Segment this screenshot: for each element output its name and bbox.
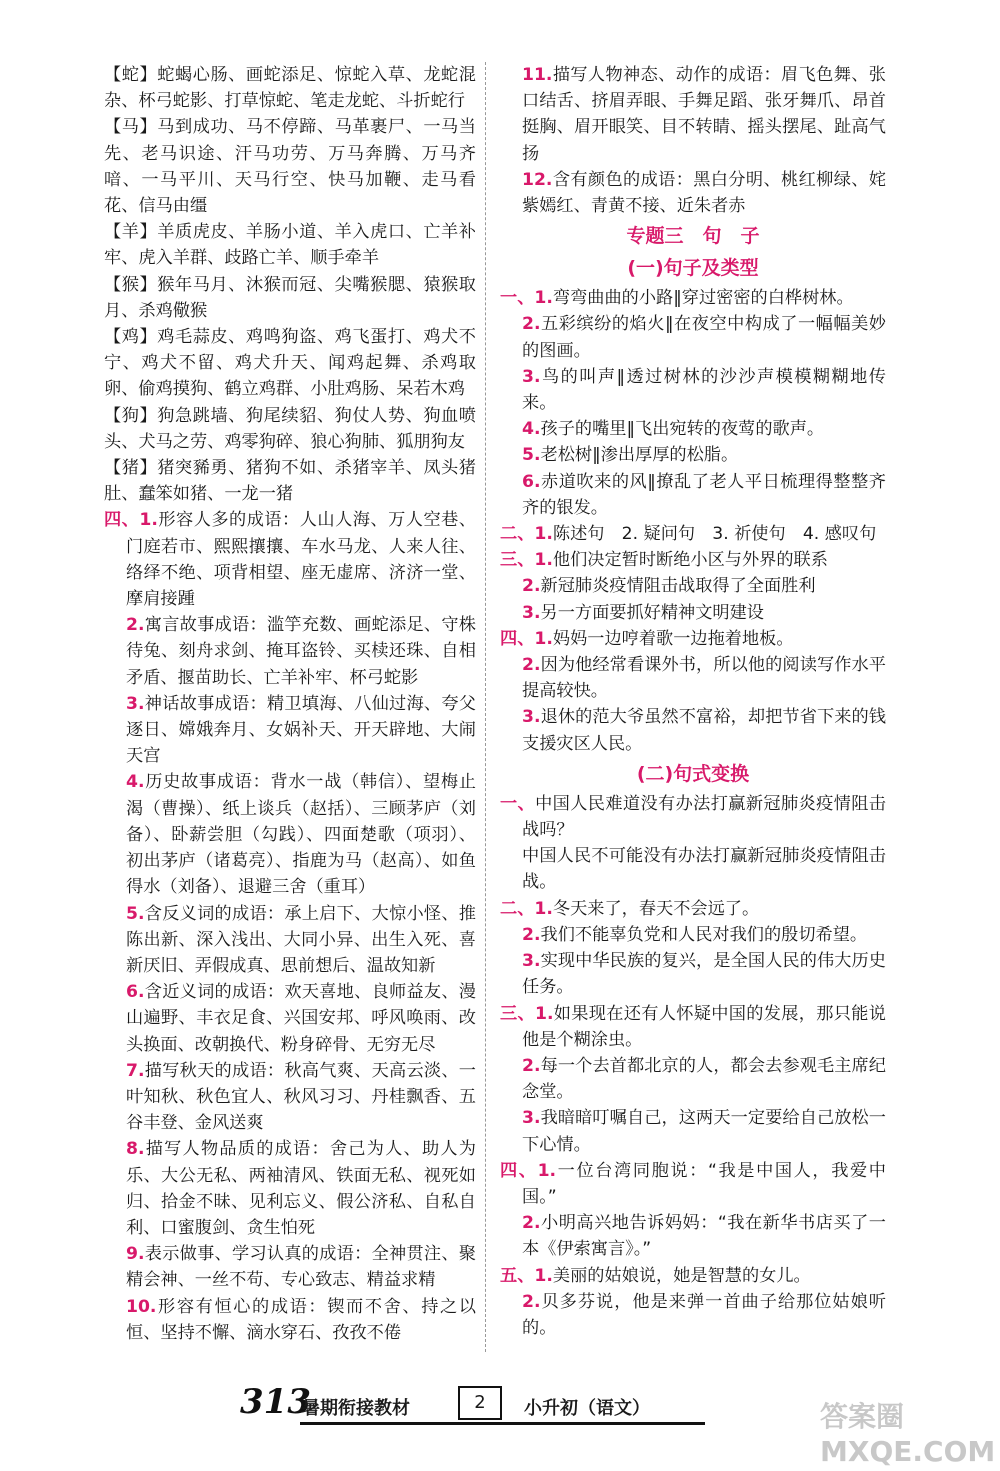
item-text: 一位台湾同胞说：“我是中国人，我爱中国。” — [522, 1160, 886, 1207]
sentence-answer — [500, 948, 886, 1000]
section-marker: 二、 — [500, 524, 535, 545]
section-marker: 四、 — [500, 1160, 538, 1181]
right-column — [500, 62, 886, 1341]
item-text: 因为他经常看课外书，所以他的阅读写作水平提高较快。 — [522, 655, 886, 702]
item-number: 11. — [522, 65, 553, 85]
footer-rule — [300, 1422, 705, 1425]
item-number: 2. — [522, 1055, 541, 1076]
item-number: 3. — [522, 1108, 541, 1129]
item-number: 6. — [126, 982, 145, 1003]
section-marker: 五、 — [500, 1265, 535, 1286]
sentence-answer — [500, 469, 886, 521]
item-number: 2. — [126, 615, 145, 636]
sentence-answer — [500, 1289, 886, 1341]
sentence-answer — [500, 1053, 886, 1105]
item-number: 2. — [522, 1291, 541, 1312]
sentence-answer — [500, 311, 886, 363]
idiom-item — [104, 1058, 476, 1137]
item-text: 妈妈一边哼着歌一边拖着地板。 — [552, 628, 794, 649]
item-text: 寓言故事成语：滥竽充数、画蛇添足、守株待兔、刻舟求剑、掩耳盗铃、买椟还珠、自相矛盾、揠苗助长、亡羊补牢、杯弓蛇影 — [126, 615, 476, 688]
item-text: 中国人民难道没有办法打赢新冠肺炎疫情阻击战吗？ — [522, 793, 886, 841]
zodiac-idiom-group: 【猪】猪突豨勇、猪狗不如、杀猪宰羊、凤头猪肚、蠢笨如猪、一龙一猪 — [104, 458, 476, 505]
sub-heading-1: (一)句子及类型 — [627, 257, 759, 280]
item-text: 我暗暗叮嘱自己，这两天一定要给自己放松一下心情。 — [522, 1108, 886, 1155]
section-marker: 一、 — [500, 288, 535, 309]
item-number: 12. — [522, 169, 553, 190]
item-text: 贝多芬说，他是来弹一首曲子给那位姑娘听的。 — [522, 1291, 886, 1338]
sentence-answer — [500, 1210, 886, 1262]
item-number: 3. — [126, 693, 145, 714]
item-text: 新冠肺炎疫情阻击战取得了全面胜利 — [540, 576, 816, 597]
item-number: 1. — [537, 1160, 557, 1181]
sentence-answer — [500, 791, 886, 843]
sentence-answer — [500, 1263, 886, 1289]
item-number: 1. — [139, 510, 158, 531]
sentence-answer — [500, 1001, 886, 1053]
section-marker: 三、 — [500, 550, 535, 571]
zodiac-idiom-group: 【狗】狗急跳墙、狗尾续貂、狗仗人势、狗血喷头、犬马之劳、鸡零狗碎、狼心狗肺、狐朋狗友 — [104, 405, 476, 452]
item-number: 1. — [534, 898, 553, 919]
item-text: 神话故事成语：精卫填海、八仙过海、夸父逐日、嫦娥奔月、女娲补天、开天辟地、大闹天宫 — [126, 693, 476, 767]
left-column — [104, 62, 476, 1346]
sentence-answer — [500, 1158, 886, 1210]
item-number: 6. — [522, 471, 541, 492]
section-marker: 二、 — [500, 898, 535, 919]
page-footer — [240, 1382, 710, 1428]
item-text: 形容有恒心的成语：锲而不舍、持之以恒、坚持不懈、滴水穿石、孜孜不倦 — [126, 1296, 476, 1343]
item-text: 描写秋天的成语：秋高气爽、天高云淡、一叶知秋、秋色宜人、秋风习习、丹桂飘香、五谷丰登、金风送爽 — [126, 1060, 476, 1134]
item-text: 描写人物品质的成语：舍己为人、助人为乐、大公无私、两袖清风、铁面无私、视死如归、拾金不昧、见利忘义、假公济私、自私自利、口蜜腹剑、贪生怕死 — [126, 1139, 476, 1238]
item-number: 5. — [126, 903, 145, 924]
item-text: 小明高兴地告诉妈妈：“我在新华书店买了一本《伊索寓言》。” — [522, 1213, 886, 1260]
item-text: 陈述句 2. 疑问句 3. 祈使句 4. 感叹句 — [552, 524, 877, 545]
sentence-answer — [500, 442, 886, 468]
section-marker: 三、 — [500, 1003, 535, 1024]
sentence-answer — [500, 922, 886, 948]
sentence-answer — [500, 652, 886, 704]
item-text: 弯弯曲曲的小路‖穿过密密的白桦树林。 — [552, 288, 854, 309]
item-text: 含反义词的成语：承上启下、大惊小怪、推陈出新、深入浅出、大同小异、出生入死、喜新厌旧、弄假成真、思前想后、温故知新 — [126, 903, 476, 976]
sentence-answer — [500, 896, 886, 922]
sentence-answer — [500, 626, 886, 652]
watermark: 答案圈 MXQE.COM — [820, 1400, 996, 1468]
idiom-item — [104, 507, 476, 612]
item-text: 老松树‖渗出厚厚的松脂。 — [540, 445, 739, 466]
item-number: 1. — [535, 1003, 554, 1024]
item-text: 五彩缤纷的焰火‖在夜空中构成了一幅幅美妙的图画。 — [522, 314, 886, 361]
item-number: 4. — [522, 419, 541, 440]
idiom-item — [104, 1241, 476, 1293]
item-number: 1. — [534, 628, 553, 649]
item-number: 4. — [126, 772, 145, 793]
sentence-answer — [500, 547, 886, 573]
topic-heading: 专题三 句 子 — [626, 225, 760, 248]
zodiac-idiom-group: 【鸡】鸡毛蒜皮、鸡鸣狗盗、鸡飞蛋打、鸡犬不宁、鸡犬不留、鸡犬升天、闻鸡起舞、杀鸡取卵、偷鸡摸狗、鹤立鸡群、小肚鸡肠、呆若木鸡 — [104, 327, 476, 400]
item-text: 实现中华民族的复兴，是全国人民的伟大历史任务。 — [522, 951, 886, 998]
item-number: 2. — [522, 655, 541, 676]
item-number: 3. — [522, 366, 541, 387]
item-text: 历史故事成语：背水一战（韩信）、望梅止渴（曹操）、纸上谈兵（赵括）、三顾茅庐（刘备）、卧薪尝胆（勾践）、四面楚歌（项羽）、初出茅庐（诸葛亮）、指鹿为马（赵高）、如鱼得水（刘备）、退避三舍（重耳） — [126, 772, 476, 898]
sentence-answer — [500, 521, 886, 547]
item-text: 如果现在还有人怀疑中国的发展，那只能说他是个糊涂虫。 — [522, 1003, 886, 1050]
item-text: 赤道吹来的风‖撩乱了老人平日梳理得整整齐齐的银发。 — [522, 471, 886, 518]
item-text: 我们不能辜负党和人民对我们的殷切希望。 — [540, 924, 868, 945]
item-text: 另一方面要抓好精神文明建设 — [540, 602, 764, 623]
idiom-item — [104, 1136, 476, 1241]
item-number: 3. — [522, 951, 541, 972]
item-number: 1. — [534, 1265, 553, 1286]
column-divider — [485, 62, 486, 1352]
item-text: 表示做事、学习认真的成语：全神贯注、聚精会神、一丝不苟、专心致志、精益求精 — [126, 1244, 476, 1291]
sentence-answer — [500, 600, 886, 626]
item-number: 9. — [126, 1244, 145, 1265]
idiom-item — [104, 1294, 476, 1346]
item-number: 2. — [522, 1213, 541, 1234]
item-number: 2. — [522, 924, 541, 945]
idiom-item — [500, 62, 886, 167]
sentence-answer — [500, 416, 886, 442]
sentence-answer — [500, 285, 886, 311]
item-text: 他们决定暂时断绝小区与外界的联系 — [552, 550, 828, 571]
item-number: 3. — [522, 707, 541, 728]
item-text: 每一个去首都北京的人，都会去参观毛主席纪念堂。 — [522, 1055, 886, 1103]
item-text: 中国人民不可能没有办法打赢新冠肺炎疫情阻击战。 — [522, 846, 886, 893]
zodiac-idiom-group: 【马】马到成功、马不停蹄、马革裹尸、一马当先、老马识途、汗马功劳、万马奔腾、万马齐喑、一马平川、天马行空、快马加鞭、走马看花、信马由缰 — [104, 117, 476, 217]
sentence-answer — [500, 1105, 886, 1157]
footer-subject: 小升初（语文） — [524, 1398, 650, 1419]
item-text: 含有颜色的成语：黑白分明、桃红柳绿、姹紫嫣红、青黄不接、近朱者赤 — [522, 169, 886, 217]
sub-heading-2: (二)句式变换 — [636, 762, 750, 785]
item-number: 7. — [126, 1060, 145, 1081]
item-text: 冬天来了，春天不会远了。 — [552, 898, 760, 919]
item-number: 1. — [534, 288, 553, 309]
item-number: 10. — [126, 1296, 157, 1317]
item-text: 描写人物神态、动作的成语：眉飞色舞、张口结舌、挤眉弄眼、手舞足蹈、张牙舞爪、昂首挺胸、眉开眼笑、目不转睛、摇头摆尾、趾高气扬 — [522, 65, 886, 164]
section-marker: 四、 — [104, 510, 140, 531]
footer-brand: 暑期衔接教材 — [302, 1398, 410, 1419]
page-number: 2 — [458, 1386, 502, 1420]
zodiac-idiom-group: 【猴】猴年马月、沐猴而冠、尖嘴猴腮、猿猴取月、杀鸡儆猴 — [104, 274, 476, 321]
item-number: 5. — [522, 445, 541, 466]
item-number: 2. — [522, 314, 541, 335]
idiom-item — [500, 167, 886, 219]
item-text: 鸟的叫声‖透过树林的沙沙声模模糊糊地传来。 — [522, 366, 886, 414]
sentence-answer — [500, 843, 886, 895]
section-marker: 一、 — [500, 793, 536, 814]
sentence-answer — [500, 704, 886, 756]
idiom-item — [104, 691, 476, 770]
item-text: 孩子的嘴里‖飞出宛转的夜莺的歌声。 — [540, 419, 825, 440]
item-text: 形容人多的成语：人山人海、万人空巷、门庭若市、熙熙攘攘、车水马龙、人来人往、络绎不绝、项背相望、座无虚席、济济一堂、摩肩接踵 — [126, 510, 476, 610]
zodiac-idiom-group: 【蛇】蛇蝎心肠、画蛇添足、惊蛇入草、龙蛇混杂、杯弓蛇影、打草惊蛇、笔走龙蛇、斗折蛇行 — [104, 65, 476, 112]
item-text: 美丽的姑娘说，她是智慧的女儿。 — [552, 1265, 811, 1286]
item-number: 3. — [522, 602, 541, 623]
idiom-item — [104, 979, 476, 1058]
footer-logo: 313 — [240, 1382, 311, 1422]
sentence-answer — [500, 573, 886, 599]
sentence-answer — [500, 364, 886, 416]
item-text: 含近义词的成语：欢天喜地、良师益友、漫山遍野、丰衣足食、兴国安邦、呼风唤雨、改头换面、改朝换代、粉身碎骨、无穷无尽 — [126, 982, 476, 1055]
item-number: 2. — [522, 576, 541, 597]
idiom-item — [104, 612, 476, 691]
item-number: 8. — [126, 1139, 145, 1160]
zodiac-idiom-group: 【羊】羊质虎皮、羊肠小道、羊入虎口、亡羊补牢、虎入羊群、歧路亡羊、顺手牵羊 — [104, 222, 476, 269]
item-number: 1. — [534, 524, 553, 545]
idiom-item — [104, 769, 476, 900]
idiom-item — [104, 901, 476, 980]
item-text: 退休的范大爷虽然不富裕，却把节省下来的钱支援灾区人民。 — [522, 707, 886, 754]
section-marker: 四、 — [500, 628, 535, 649]
item-number: 1. — [534, 550, 553, 571]
